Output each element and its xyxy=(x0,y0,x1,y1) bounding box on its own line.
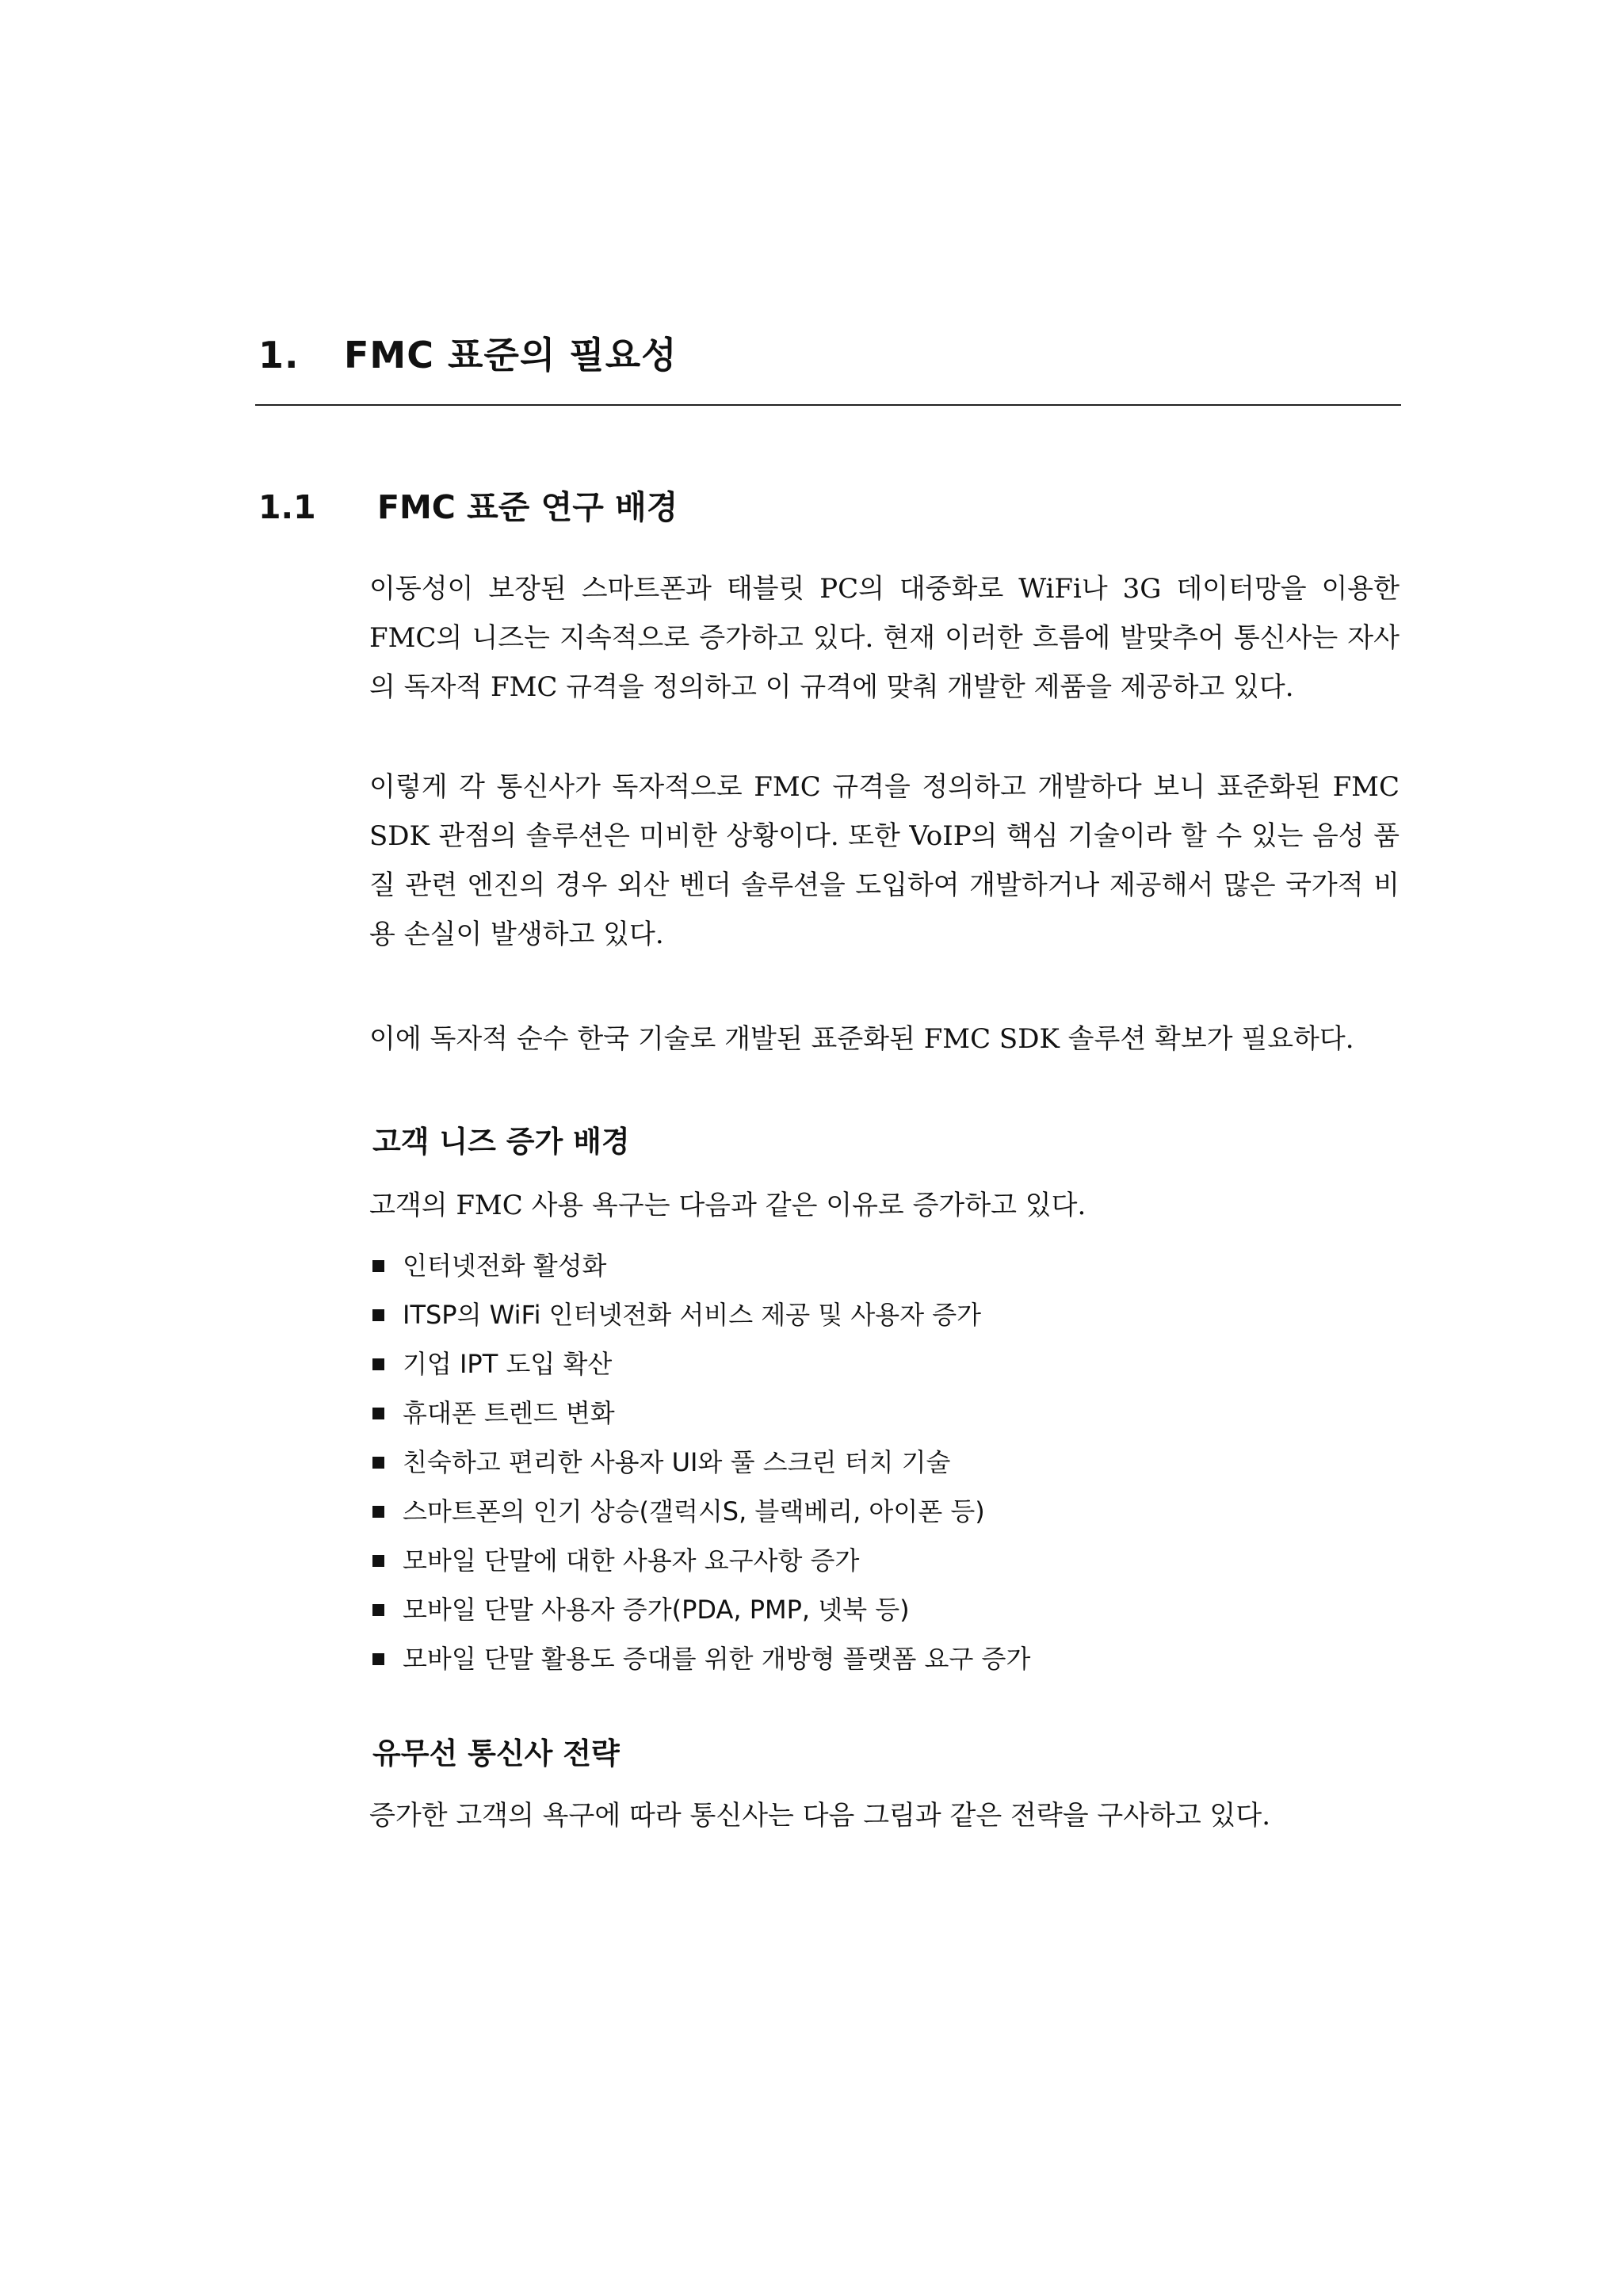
list-item xyxy=(371,1585,1030,1634)
bullet-square-icon xyxy=(372,1653,384,1665)
section-number: 1. xyxy=(258,334,300,376)
bullet-square-icon xyxy=(372,1309,384,1321)
list-item-text: 휴대폰 트렌드 변화 xyxy=(403,1398,615,1428)
list-item-text: 모바일 단말 활용도 증대를 위한 개방형 플랫폼 요구 증가 xyxy=(403,1644,1031,1674)
section-heading xyxy=(258,331,678,379)
paragraph-background-3: 이에 독자적 순수 한국 기술로 개발된 표준화된 FMC SDK 솔루션 확보가 필요하다. xyxy=(369,1023,1354,1055)
list-item xyxy=(371,1290,1030,1339)
carrier-strategy-intro: 증가한 고객의 욕구에 따라 통신사는 다음 그림과 같은 전략을 구사하고 있다. xyxy=(369,1800,1271,1832)
bullet-square-icon xyxy=(372,1260,384,1272)
bullet-square-icon xyxy=(372,1555,384,1567)
list-item xyxy=(371,1339,1030,1389)
list-item-text: 스마트폰의 인기 상승(갤럭시S, 블랙베리, 아이폰 등) xyxy=(403,1496,985,1526)
customer-needs-list xyxy=(371,1241,1030,1683)
subsection-title: FMC 표준 연구 배경 xyxy=(377,488,678,526)
section-divider xyxy=(255,404,1401,406)
subsection-number: 1.1 xyxy=(258,488,316,526)
list-item-text: 인터넷전화 활성화 xyxy=(403,1251,607,1281)
list-item xyxy=(371,1438,1030,1487)
paragraph-background-2: 이렇게 각 통신사가 독자적으로 FMC 규격을 정의하고 개발하다 보니 표준화된 FMC SDK 관점의 솔루션은 미비한 상황이다. 또한 VoIP의 핵심 기술이라 할 수 있는 음성 품질 관련 엔진의 경우 외산 벤더 솔루션을 도입하여 개발하거나 제공해서 많은 국가적 비용 손실이 발생하고 있다. xyxy=(369,771,1400,950)
list-item-text: 친숙하고 편리한 사용자 UI와 풀 스크린 터치 기술 xyxy=(403,1447,951,1477)
list-item-text: 모바일 단말에 대한 사용자 요구사항 증가 xyxy=(403,1545,860,1576)
bullet-square-icon xyxy=(372,1506,384,1518)
list-item-text: 기업 IPT 도입 확산 xyxy=(403,1349,613,1379)
list-item xyxy=(371,1634,1030,1683)
paragraph-background-1: 이동성이 보장된 스마트폰과 태블릿 PC의 대중화로 WiFi나 3G 데이터망을 이용한 FMC의 니즈는 지속적으로 증가하고 있다. 현재 이러한 흐름에 발맞추어 통신사는 자사의 독자적 FMC 규격을 정의하고 이 규격에 맞춰 개발한 제품을 제공하고 있다. xyxy=(369,573,1400,703)
list-item-text: 모바일 단말 사용자 증가(PDA, PMP, 넷북 등) xyxy=(403,1595,910,1625)
bullet-square-icon xyxy=(372,1604,384,1616)
bullet-square-icon xyxy=(372,1408,384,1419)
subsection-heading xyxy=(258,485,678,529)
list-item-text: ITSP의 WiFi 인터넷전화 서비스 제공 및 사용자 증가 xyxy=(403,1300,982,1330)
customer-needs-intro: 고객의 FMC 사용 욕구는 다음과 같은 이유로 증가하고 있다. xyxy=(369,1190,1086,1221)
customer-needs-heading: 고객 니즈 증가 배경 xyxy=(372,1125,630,1159)
carrier-strategy-heading: 유무선 통신사 전략 xyxy=(372,1736,620,1771)
bullet-square-icon xyxy=(372,1457,384,1469)
list-item xyxy=(371,1389,1030,1438)
section-title: FMC 표준의 필요성 xyxy=(344,334,678,376)
bullet-square-icon xyxy=(372,1358,384,1370)
list-item xyxy=(371,1487,1030,1536)
list-item xyxy=(371,1241,1030,1290)
list-item xyxy=(371,1536,1030,1585)
